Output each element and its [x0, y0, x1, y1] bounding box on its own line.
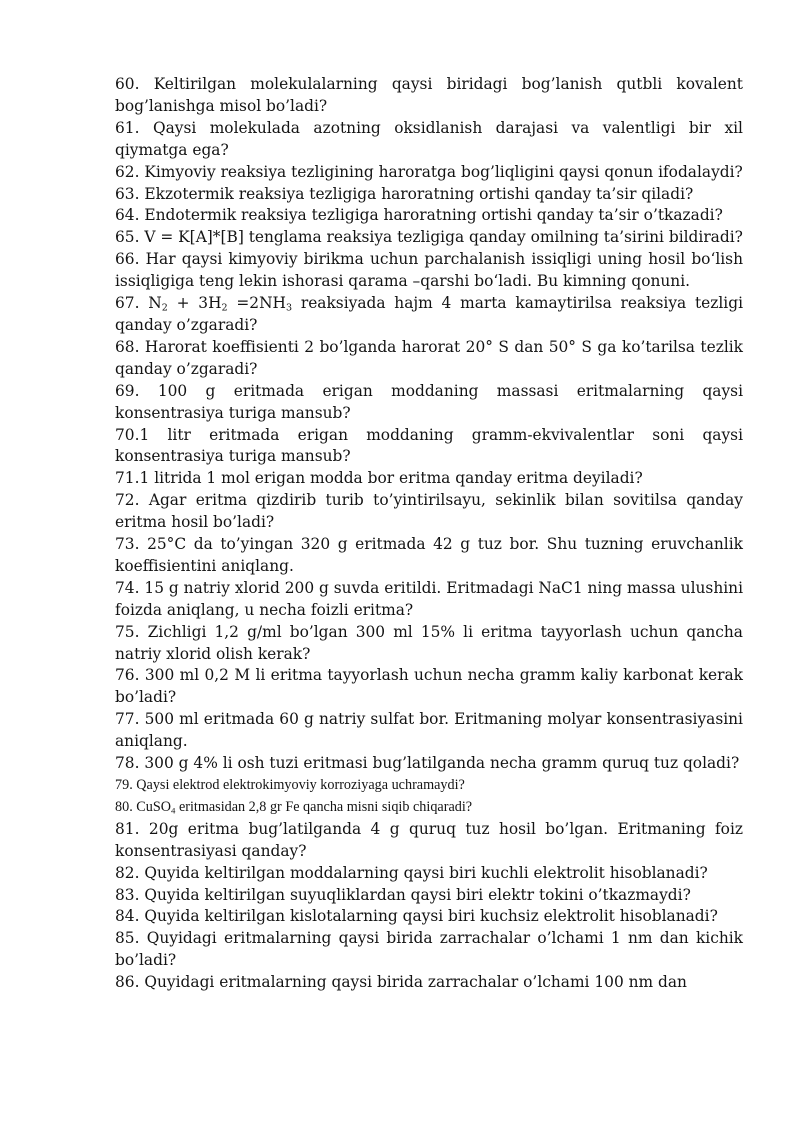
formula: CuSO$_4$: [136, 798, 176, 816]
question-text: Zichligi 1,2 g/ml bo’lgan 300 ml 15% li eritma tayyorlash uchun qancha natriy xlorid olish kerak?: [115, 622, 743, 663]
question-text: Quyidagi eritmalarning qaysi birida zarrachalar o’lchami 100 nm dan: [144, 973, 687, 992]
question-text: Quyida keltirilgan moddalarning qaysi biri kuchli elektrolit hisoblanadi?: [144, 863, 708, 882]
question-text: Har qaysi kimyoviy birikma uchun parchalanish issiqligi uning hosil bo‘lish issiqligiga teng lekin ishorasi qarama –qarshi bo‘ladi. Bu kimning qonuni.: [115, 250, 743, 291]
question-number: 63.: [115, 184, 140, 203]
question-text: 300 g 4% li osh tuzi eritmasi bug’latilganda necha gramm quruq tuz qoladi?: [144, 754, 740, 773]
question-number: 75.: [115, 622, 140, 641]
question-text: Ekzotermik reaksiya tezligiga haroratning ortishi qanday ta’sir qiladi?: [144, 184, 694, 203]
question-85: [115, 928, 743, 972]
question-number: 69.: [115, 381, 140, 400]
question-text: 300 ml 0,2 M li eritma tayyorlash uchun necha gramm kaliy karbonat kerak bo’ladi?: [115, 666, 743, 707]
question-text: 100 g eritmada erigan moddaning massasi eritmalarning qaysi konsentrasiya turiga mansub?: [115, 381, 743, 422]
question-text: eritmasidan 2,8 gr Fe qancha misni siqib chiqaradi?: [175, 798, 473, 815]
question-86: [115, 972, 743, 994]
question-61: [115, 118, 743, 162]
question-text: Keltirilgan molekulalarning qaysi biridagi bog’lanish qutbli kovalent bog’lanishga misol bo’ladi?: [115, 75, 743, 115]
question-number: 65.: [115, 228, 140, 247]
question-number: 85.: [115, 929, 140, 948]
question-68: [115, 337, 743, 381]
question-text: Quyida keltirilgan suyuqliklardan qaysi biri elektr tokini o’tkazmaydi?: [144, 885, 691, 904]
question-76: [115, 665, 743, 709]
question-number: 78.: [115, 754, 140, 773]
question-72: [115, 490, 743, 534]
question-84: [115, 906, 743, 928]
question-text: Harorat koeffisienti 2 bo’lganda harorat 20° S dan 50° S ga ko’tarilsa tezlik qanday o’zgaradi?: [115, 337, 743, 378]
question-number: 71.1: [115, 469, 150, 488]
question-number: 86.: [115, 973, 140, 992]
question-text: Qaysi molekulada azotning oksidlanish darajasi va valentligi bir xil qiymatga ega?: [115, 118, 743, 159]
question-83: [115, 885, 743, 907]
question-number: 72.: [115, 491, 140, 510]
question-text: V = K[A]*[B] tenglama reaksiya tezligiga qanday omilning ta’sirini bildiradi?: [144, 228, 743, 247]
question-70: [115, 425, 743, 469]
question-number: 64.: [115, 206, 140, 225]
question-number: 73.: [115, 535, 140, 554]
question-text: Quyidagi eritmalarning qaysi birida zarrachalar o’lchami 1 nm dan kichik bo’ladi?: [115, 929, 743, 970]
question-text: Qaysi elektrod elektrokimyoviy korroziyaga uchramaydi?: [136, 777, 465, 793]
question-number: 60.: [115, 75, 140, 93]
question-text: litrida 1 mol erigan modda bor eritma qanday eritma deyiladi?: [154, 469, 643, 488]
question-77: [115, 709, 743, 753]
question-66: [115, 249, 743, 293]
question-number: 67.: [115, 294, 140, 313]
question-65: [115, 227, 743, 249]
question-text: litr eritmada erigan moddaning gramm-ekvivalentlar soni qaysi konsentrasiya turiga mansub?: [115, 425, 743, 466]
question-text: 25°C da to’yingan 320 g eritmada 42 g tuz bor. Shu tuzning eruvchanlik koeffisientini aniqlang.: [115, 535, 743, 575]
question-78: [115, 753, 743, 775]
question-69: [115, 381, 743, 425]
question-67: [115, 293, 743, 337]
question-number: 81.: [115, 819, 140, 838]
question-74: [115, 578, 743, 622]
question-text: Endotermik reaksiya tezligiga haroratning ortishi qanday ta’sir o’tkazadi?: [144, 206, 723, 225]
question-75: [115, 622, 743, 666]
question-number: 77.: [115, 710, 140, 729]
question-text: Agar eritma qizdirib turib to’yintirilsayu, sekinlik bilan sovitilsa qanday eritma hosil bo’ladi?: [115, 491, 743, 532]
question-number: 83.: [115, 885, 140, 904]
question-71: [115, 468, 743, 490]
question-80: [115, 797, 743, 819]
question-64: [115, 205, 743, 227]
question-text: Quyida keltirilgan kislotalarning qaysi biri kuchsiz elektrolit hisoblanadi?: [144, 907, 718, 926]
question-number: 74.: [115, 578, 140, 597]
question-text: reaksiyada hajm 4 marta kamaytirilsa reaksiya tezligi qanday o’zgaradi?: [115, 294, 743, 334]
question-text: Kimyoviy reaksiya tezligining haroratga bog’liqligini qaysi qonun ifodalaydi?: [144, 162, 743, 181]
question-63: [115, 184, 743, 206]
question-number: 62.: [115, 162, 140, 181]
question-number: 82.: [115, 863, 140, 882]
question-number: 61.: [115, 118, 140, 137]
question-62: [115, 162, 743, 184]
question-number: 66.: [115, 250, 140, 269]
question-list: [115, 74, 743, 994]
question-number: 84.: [115, 907, 140, 926]
question-number: 80.: [115, 798, 133, 815]
question-number: 68.: [115, 337, 140, 356]
question-81: [115, 819, 743, 863]
equation: $N_2 + 3H_2 =2NH_3$: [148, 294, 293, 314]
question-text: 20g eritma bug’latilganda 4 g quruq tuz hosil bo’lgan. Eritmaning foiz konsentrasiyasi qanday?: [115, 819, 743, 860]
question-79: [115, 775, 743, 797]
question-text: 15 g natriy xlorid 200 g suvda eritildi. Eritmadagi NaC1 ning massa ulushini foizda aniqlang, u necha foizli eritma?: [115, 578, 743, 619]
question-number: 76.: [115, 666, 140, 685]
question-text: 500 ml eritmada 60 g natriy sulfat bor. Eritmaning molyar konsentrasiyasini aniqlang.: [115, 710, 743, 751]
question-number: 70.1: [115, 425, 150, 444]
question-number: 79.: [115, 777, 133, 793]
question-60: [115, 74, 743, 118]
question-73: [115, 534, 743, 578]
question-82: [115, 863, 743, 885]
